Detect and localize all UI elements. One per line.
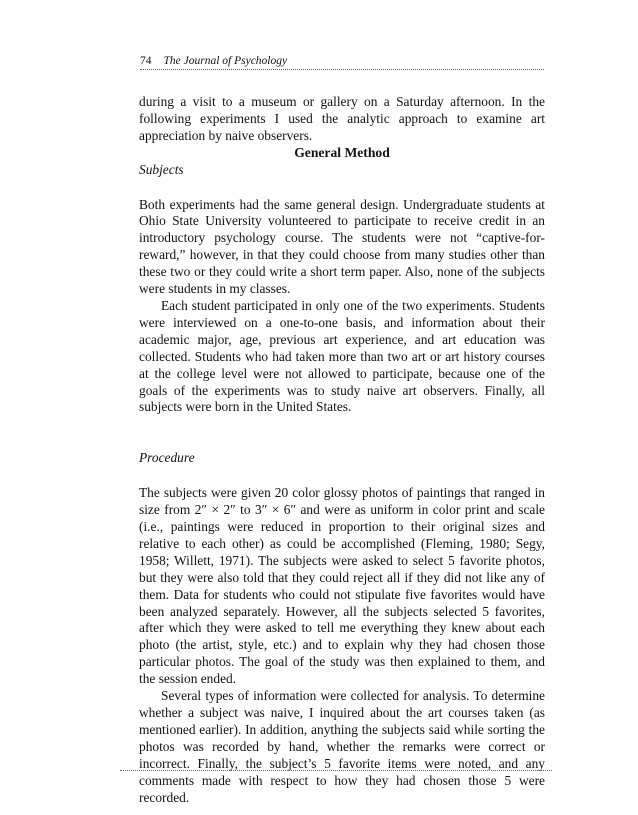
page-number: 74 — [140, 55, 152, 67]
footer-rule — [120, 770, 552, 771]
procedure-paragraph-1: The subjects were given 20 color glossy photos of paintings that ranged in size from 2″ × 2″ to 3″ × 6″ and were as uniform in color print and scale (i.e., paintings were reduced in proportion to their original sizes and relative to each other) as could be accomplished (Fleming, 1980; Segy, 1958; Willett, 1971). The subjects were asked to select 5 favorite photos, but they were also told that they could reject all if they did not like any of them. Data for students who could not stipulate five favorites would have been analyzed separately. However, all the subjects selected 5 favorites, after which they were asked to tell me everything they knew about each photo (the artist, style, etc.) and to explain why they had chosen those particular photos. The goal of the study was then explained to them, and the session ended. — [139, 485, 545, 687]
header-rule — [140, 69, 544, 70]
section-heading-general-method: General Method — [294, 144, 390, 160]
running-head — [140, 54, 544, 72]
subjects-paragraph-2: Each student participated in only one of the two experiments. Students were interviewed on a one-to-one basis, and information about their academic major, age, previous art experience, and art education was collected. Students who had taken more than two art or art history courses at the college level were not allowed to participate, because one of the goals of the experiments was to study naive art observers. Finally, all subjects were born in the United States. — [139, 297, 545, 415]
subheading-procedure: Procedure — [139, 450, 195, 466]
subheading-subjects: Subjects — [139, 161, 184, 177]
subjects-paragraph-1: Both experiments had the same general design. Undergraduate students at Ohio State University volunteered to participate to receive credit in an introductory psychology course. The students were not “captive-for-reward,” however, in that they could choose from many studies other than these two or they could write a short term paper. Also, none of the subjects were students in my classes. — [139, 196, 545, 297]
procedure-paragraph-2: Several types of information were collected for analysis. To determine whether a subject was naive, I inquired about the art courses taken (as mentioned earlier). In addition, anything the subjects said while sorting the photos was recorded by hand, whether the remarks were correct or incorrect. Finally, the subject’s 5 favorite items were noted, and any comments made with respect to how they had chosen those 5 were recorded. — [139, 688, 545, 805]
intro-paragraph: during a visit to a museum or gallery on a Saturday afternoon. In the following experiments I used the analytic approach to examine art appreciation by naive observers. — [139, 94, 545, 143]
article-body — [139, 94, 545, 806]
journal-title: The Journal of Psychology — [163, 55, 288, 67]
